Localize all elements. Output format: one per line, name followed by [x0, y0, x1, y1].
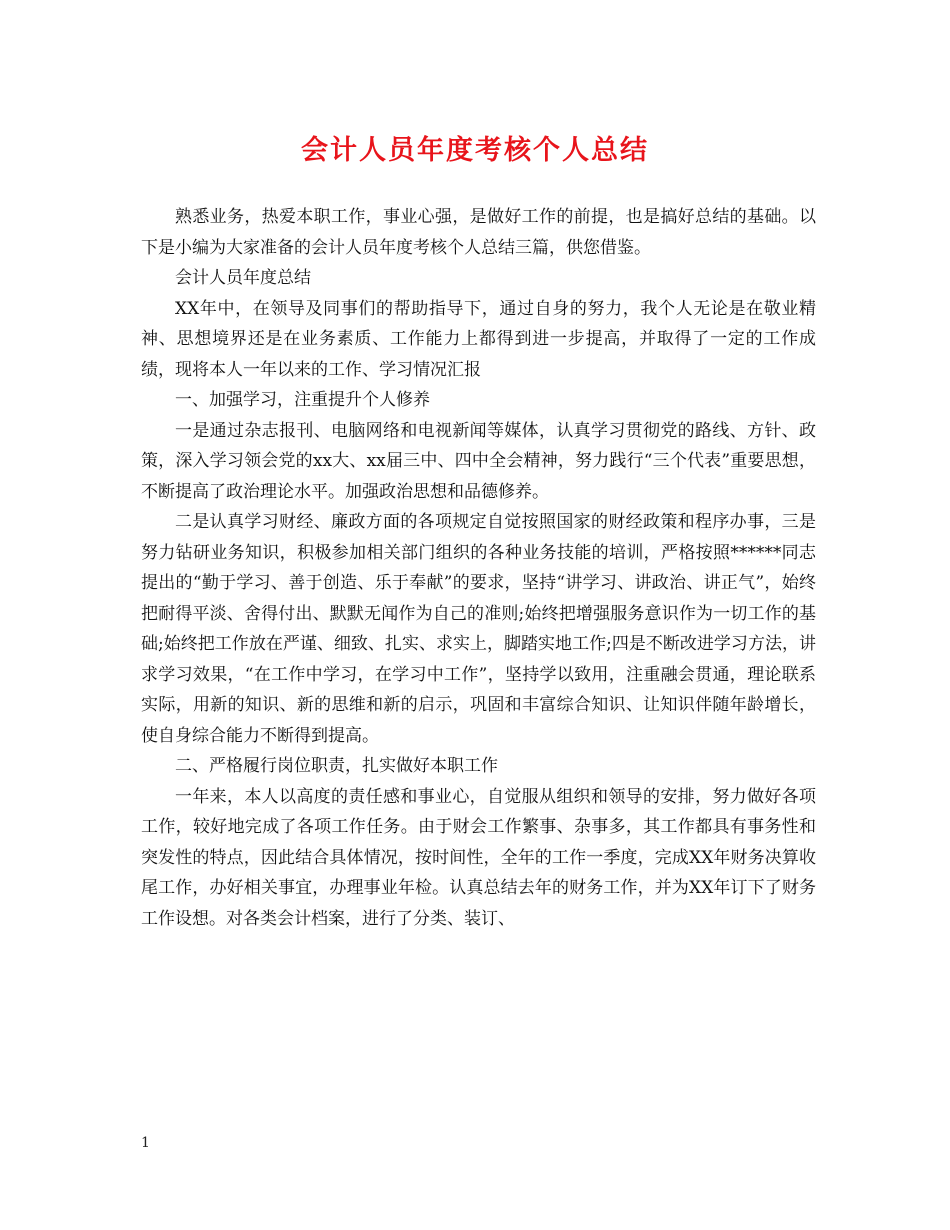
- study-paragraph-2: 二是认真学习财经、廉政方面的各项规定自觉按照国家的财经政策和程序办事，三是努力钻研业务知识，积极参加相关部门组织的各种业务技能的培训，严格按照******同志提出的“勤于学习、善于创造、乐于奉献”的要求，坚持“讲学习、讲政治、讲正气”，始终把耐得平淡、舍得付出、默默无闻作为自己的准则;始终把增强服务意识作为一切工作的基础;始终把工作放在严谨、细致、扎实、求实上，脚踏实地工作;四是不断改进学习方法，讲求学习效果，“在工作中学习，在学习中工作”，坚持学以致用，注重融会贯通，理论联系实际，用新的知识、新的思维和新的启示，巩固和丰富综合知识、让知识伴随年龄增长，使自身综合能力不断得到提高。: [141, 512, 816, 746]
- page-number: 1: [141, 1135, 150, 1151]
- document-title: 会计人员年度考核个人总结: [301, 135, 649, 166]
- overview-paragraph: XX年中，在领导及同事们的帮助指导下，通过自身的努力，我个人无论是在敬业精神、思想境界还是在业务素质、工作能力上都得到进一步提高，并取得了一定的工作成绩，现将本人一年以来的工作、学习情况汇报: [141, 298, 816, 380]
- document-body: [141, 202, 816, 934]
- section-heading-1: 一、加强学习，注重提升个人修养: [175, 390, 430, 410]
- intro-paragraph: 熟悉业务，热爱本职工作，事业心强，是做好工作的前提，也是搞好总结的基础。以下是小编为大家准备的会计人员年度考核个人总结三篇，供您借鉴。: [141, 207, 816, 258]
- section-heading-summary: 会计人员年度总结: [175, 268, 311, 288]
- study-paragraph-1: 一是通过杂志报刊、电脑网络和电视新闻等媒体，认真学习贯彻党的路线、方针、政策，深入学习领会党的xx大、xx届三中、四中全会精神，努力践行“三个代表”重要思想，不断提高了政治理论水平。加强政治思想和品德修养。: [141, 420, 816, 502]
- section-heading-2: 二、严格履行岗位职责，扎实做好本职工作: [175, 756, 498, 776]
- duties-paragraph: 一年来，本人以高度的责任感和事业心，自觉服从组织和领导的安排，努力做好各项工作，较好地完成了各项工作任务。由于财会工作繁事、杂事多，其工作都具有事务性和突发性的特点，因此结合具体情况，按时间性，全年的工作一季度，完成XX年财务决算收尾工作，办好相关事宜，办理事业年检。认真总结去年的财务工作，并为XX年订下了财务工作设想。对各类会计档案，进行了分类、装订、: [141, 786, 816, 929]
